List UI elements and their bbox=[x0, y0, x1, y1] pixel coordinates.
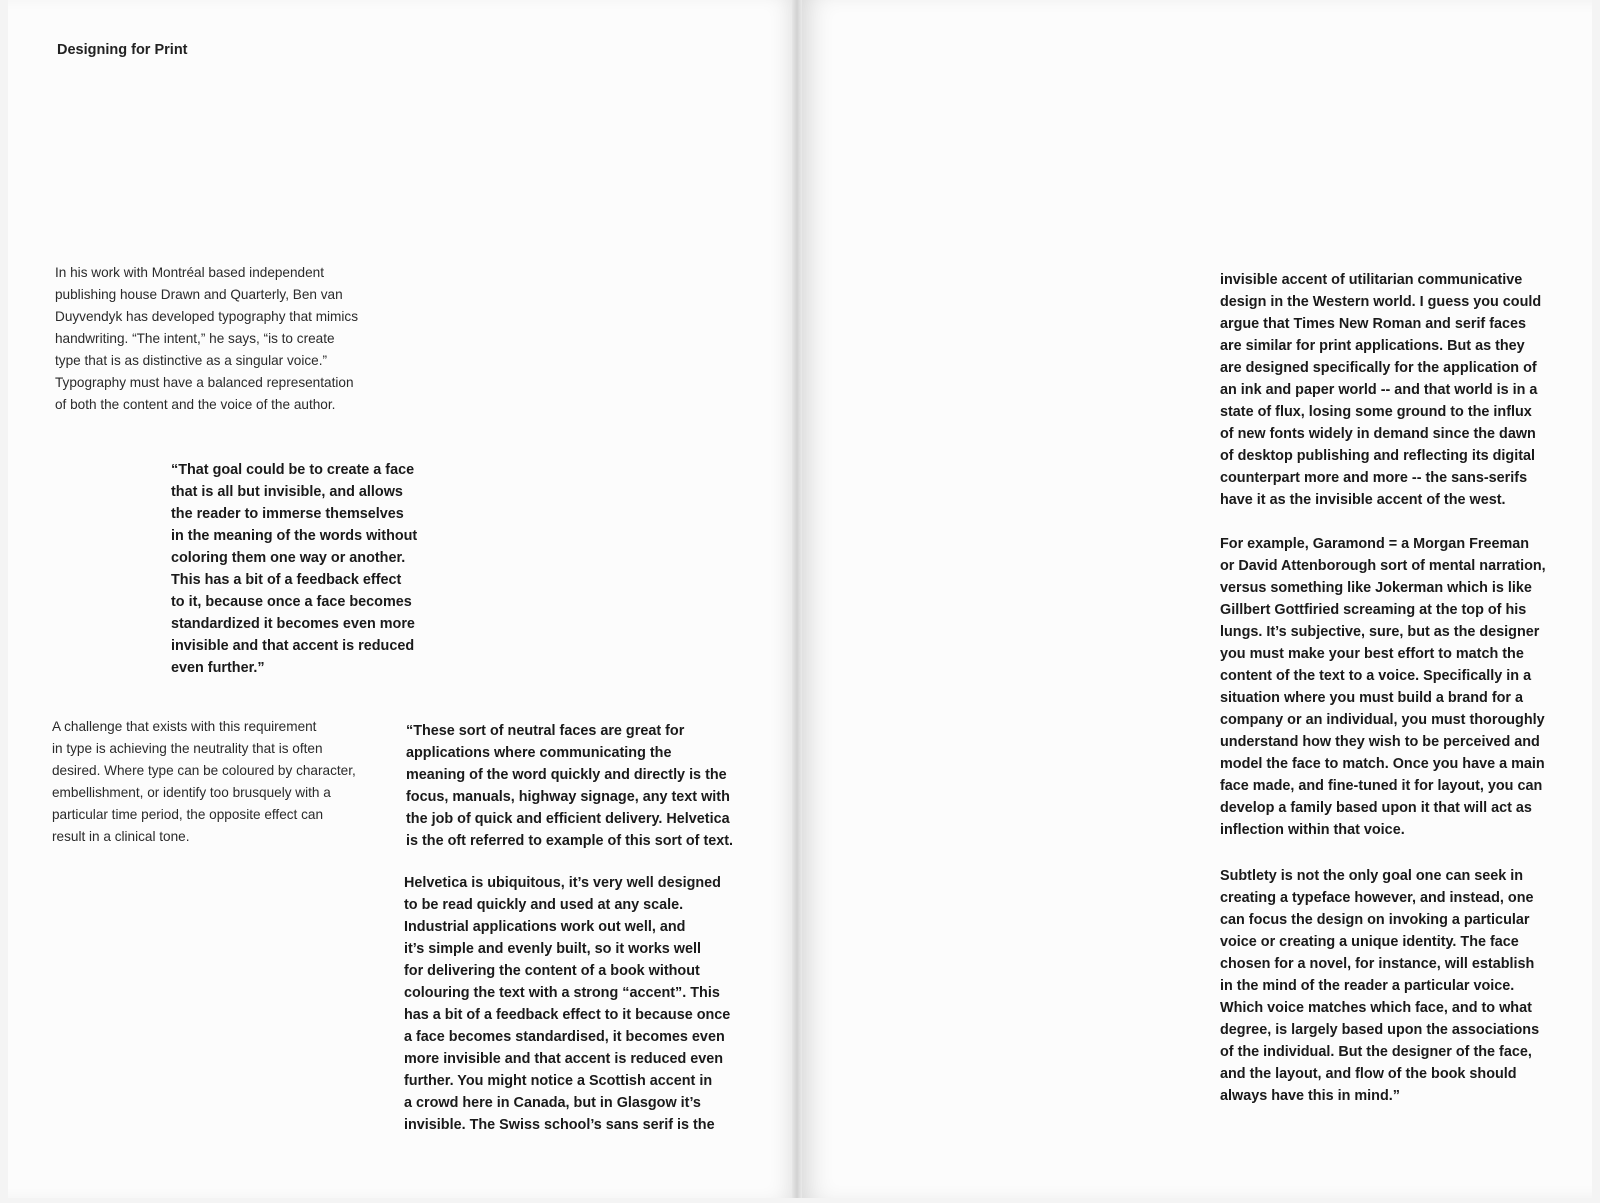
running-head: Designing for Print bbox=[57, 42, 188, 58]
helvetica-paragraph: Helvetica is ubiquitous, it’s very well designed to be read quickly and used at any scale. Industrial applications work out well, and it’s simple and evenly built, so it works well for delivering the content of a book without colouring the text with a strong “accent”. This has a bit of a feedback effect to it because once a face becomes standardised, it becomes even more invisible and that accent is reduced even further. You might notice a Scottish accent in a crowd here in Canada, but in Glasgow it’s invisible. The Swiss school’s sans serif is the bbox=[404, 875, 731, 1133]
example-paragraph: For example, Garamond = a Morgan Freeman or David Attenborough sort of mental narration, versus something like Jokerman which is like Gillbert Gottfiried screaming at the top of his lungs. It’s subjective, sure, but as the designer you must make your best effort to match the content of the text to a voice. Specifically in a situation where you must build a brand for a company or an individual, you must thoroughly understand how they wish to be perceived and model the face to match. Once you have a main face made, and fine-tuned it for layout, you can develop a family based upon it that will act as inflection within that voice. bbox=[1220, 536, 1546, 838]
pull-quote: “That goal could be to create a face that is all but invisible, and allows the reader to immerse themselves in the meaning of the words without coloring them one way or another. This has a bit of a feedback effect to it, because once a face becomes standardized it becomes even more invisible and that accent is reduced even further.” bbox=[171, 462, 418, 676]
book-gutter bbox=[792, 0, 802, 1198]
invisible-accent-paragraph: invisible accent of utilitarian communicative design in the Western world. I guess you could argue that Times New Roman and serif faces are similar for print applications. But as they are designed specifically for the application of an ink and paper world -- and that world is in a state of flux, losing some ground to the influx of new fonts widely in demand since the dawn of desktop publishing and reflecting its digital counterpart more and more -- the sans-serifs have it as the invisible accent of the west. bbox=[1220, 272, 1542, 508]
challenge-paragraph: A challenge that exists with this requirement in type is achieving the neutrality that is often desired. Where type can be coloured by character, embellishment, or identify too brusquely with a particular time period, the opposite effect can result in a clinical tone. bbox=[52, 719, 356, 844]
intro-paragraph: In his work with Montréal based independent publishing house Drawn and Quarterly, Ben van Duyvendyk has developed typography that mimics handwriting. “The intent,” he says, “is to create type that is as distinctive as a singular voice.” Typography must have a balanced representation of both the content and the voice of the author. bbox=[55, 265, 358, 412]
subtlety-paragraph: Subtlety is not the only goal one can seek in creating a typeface however, and instead, one can focus the design on invoking a particular voice or creating a unique identity. The face chosen for a novel, for instance, will establish in the mind of the reader a particular voice. Which voice matches which face, and to what degree, is largely based upon the associations of the individual. But the designer of the face, and the layout, and flow of the book should always have this in mind.” bbox=[1220, 868, 1540, 1104]
neutral-faces-paragraph: “These sort of neutral faces are great for applications where communicating the meaning of the word quickly and directly is the focus, manuals, highway signage, any text with the job of quick and efficient delivery. Helvetica is the oft referred to example of this sort of text. bbox=[406, 723, 734, 849]
